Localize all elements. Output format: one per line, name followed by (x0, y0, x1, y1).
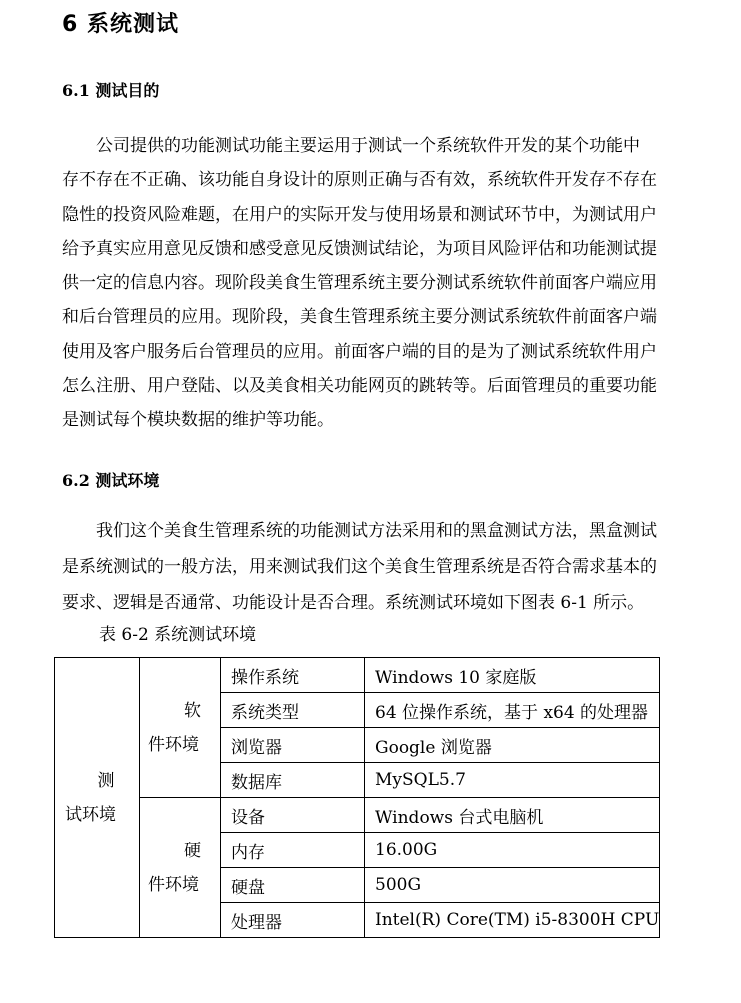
software-label-2: 件环境 (148, 734, 199, 755)
software-label-1: 软 (184, 700, 201, 721)
item-cell: 浏览器 (221, 728, 365, 763)
value-cell: 500G (365, 868, 660, 903)
outer-label-2: 试环境 (65, 804, 116, 825)
item-cell: 数据库 (221, 763, 365, 798)
table-caption: 表 6-2 系统测试环境 (99, 625, 257, 645)
paragraph-line: 和后台管理员的应用。现阶段，美食生管理系统主要分测试系统软件前面客户端 (62, 307, 657, 328)
item-cell: 操作系统 (221, 658, 365, 693)
paragraph-line: 供一定的信息内容。现阶段美食生管理系统主要分测试系统软件前面客户端应用 (62, 273, 657, 294)
paragraph-line: 隐性的投资风险难题，在用户的实际开发与使用场景和测试环节中，为测试用户 (62, 204, 657, 225)
paragraph-line: 公司提供的功能测试功能主要运用于测试一个系统软件开发的某个功能中 (96, 136, 640, 156)
paragraph-line: 给予真实应用意见反馈和感受意见反馈测试结论，为项目风险评估和功能测试提 (62, 238, 657, 259)
value-cell: Google 浏览器 (365, 728, 660, 763)
section-title-purpose: 6.1 测试目的 (62, 81, 160, 100)
table-row (55, 658, 660, 693)
hardware-group-cell (140, 798, 221, 938)
item-cell: 硬盘 (221, 868, 365, 903)
paragraph-purpose (62, 129, 686, 438)
item-cell: 内存 (221, 833, 365, 868)
value-cell: Windows 10 家庭版 (365, 658, 660, 693)
value-cell: Windows 台式电脑机 (365, 798, 660, 833)
chapter-title: 6 系统测试 (62, 12, 179, 37)
paragraph-line: 存不存在不正确、该功能自身设计的原则正确与否有效，系统软件开发存不存在 (62, 170, 657, 191)
paragraph-line: 是测试每个模块数据的维护等功能。 (62, 410, 334, 431)
paragraph-line: 怎么注册、用户登陆、以及美食相关功能网页的跳转等。后面管理员的重要功能 (62, 376, 657, 397)
environment-table (54, 657, 660, 938)
paragraph-line: 使用及客户服务后台管理员的应用。前面客户端的目的是为了测试系统软件用户 (62, 341, 657, 362)
outer-label-1: 测 (97, 770, 115, 791)
hardware-label-2: 件环境 (148, 874, 199, 895)
item-cell: 系统类型 (221, 693, 365, 728)
paragraph-line: 是系统测试的一般方法，用来测试我们这个美食生管理系统是否符合需求基本的 (62, 557, 657, 577)
value-cell: MySQL5.7 (365, 763, 660, 798)
value-cell: Intel(R) Core(TM) i5-8300H CPU (365, 903, 660, 938)
value-cell: 16.00G (365, 833, 660, 868)
value-cell: 64 位操作系统，基于 x64 的处理器 (365, 693, 660, 728)
hardware-label-1: 硬 (184, 840, 201, 861)
paragraph-line: 我们这个美食生管理系统的功能测试方法采用和的黑盒测试方法，黑盒测试 (96, 521, 657, 541)
paragraph-environment (62, 513, 686, 621)
item-cell: 处理器 (221, 903, 365, 938)
paragraph-line: 要求、逻辑是否通常、功能设计是否合理。系统测试环境如下图表 6-1 所示。 (62, 593, 645, 613)
outer-group-cell (55, 658, 140, 938)
section-title-environment: 6.2 测试环境 (62, 471, 160, 490)
item-cell: 设备 (221, 798, 365, 833)
table-row (55, 798, 660, 833)
software-group-cell (140, 658, 221, 798)
